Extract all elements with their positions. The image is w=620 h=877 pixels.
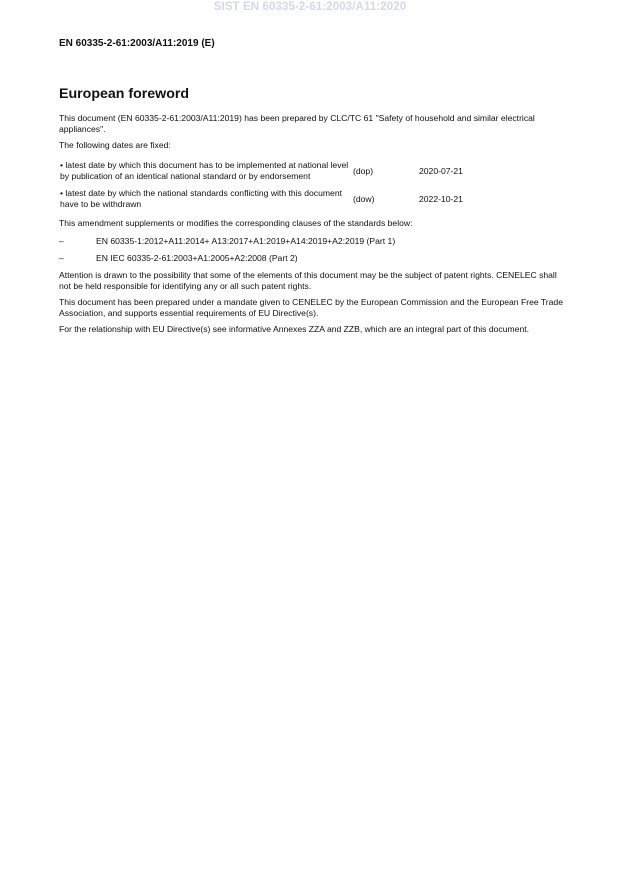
date-description xyxy=(59,156,349,188)
section-title: European foreword xyxy=(59,86,190,102)
watermark: SIST EN 60335-2-61:2003/A11:2020 xyxy=(213,1,407,13)
dash-bullet: – xyxy=(59,253,64,263)
relationship-paragraph: For the relationship with EU Directive(s) see informative Annexes ZZA and ZZB, which are an integral part of this document. xyxy=(59,324,529,334)
patent-paragraph: Attention is drawn to the possibility that some of the elements of this document may be the subject of patent rights. CENELEC shall not be held responsible for identifying any or all such patent rights. xyxy=(59,270,557,291)
date-description-text: • latest date by which the national standards conflicting with this document have to be withdrawn xyxy=(60,188,342,209)
standard-reference: EN IEC 60335-2-61:2003+A1:2005+A2:2008 (Part 2) xyxy=(96,253,298,263)
dash-bullet: – xyxy=(59,236,64,246)
dates-row-dow xyxy=(59,188,499,214)
date-value: 2020-07-21 xyxy=(419,165,463,176)
date-value: 2022-10-21 xyxy=(419,193,463,204)
date-description xyxy=(59,188,349,214)
date-abbreviation: (dow) xyxy=(353,193,375,204)
date-description-text: • latest date by which this document has to be implemented at national level by publication of an identical national standard or by endorsement xyxy=(60,160,349,181)
date-abbreviation: (dop) xyxy=(353,165,374,176)
foreword-section xyxy=(59,86,564,340)
standard-reference: EN 60335-1:2012+A11:2014+ A13:2017+A1:2019+A14:2019+A2:2019 (Part 1) xyxy=(96,236,396,246)
document-id-header: EN 60335-2-61:2003/A11:2019 (E) xyxy=(59,38,215,49)
dates-table xyxy=(59,156,499,214)
dates-fixed-paragraph: The following dates are fixed: xyxy=(59,140,171,150)
list-item xyxy=(59,236,564,247)
standards-list xyxy=(59,236,564,264)
dates-row-dop xyxy=(59,156,499,188)
intro-paragraph: This document (EN 60335-2-61:2003/A11:2019) has been prepared by CLC/TC 61 "Safety of household and similar electrical appliances". xyxy=(59,113,535,134)
list-item xyxy=(59,253,564,264)
amendment-paragraph: This amendment supplements or modifies the corresponding clauses of the standards below: xyxy=(59,218,413,228)
mandate-paragraph: This document has been prepared under a mandate given to CENELEC by the European Commission and the European Free Trade Association, and supports essential requirements of EU Directive(s). xyxy=(59,297,563,318)
